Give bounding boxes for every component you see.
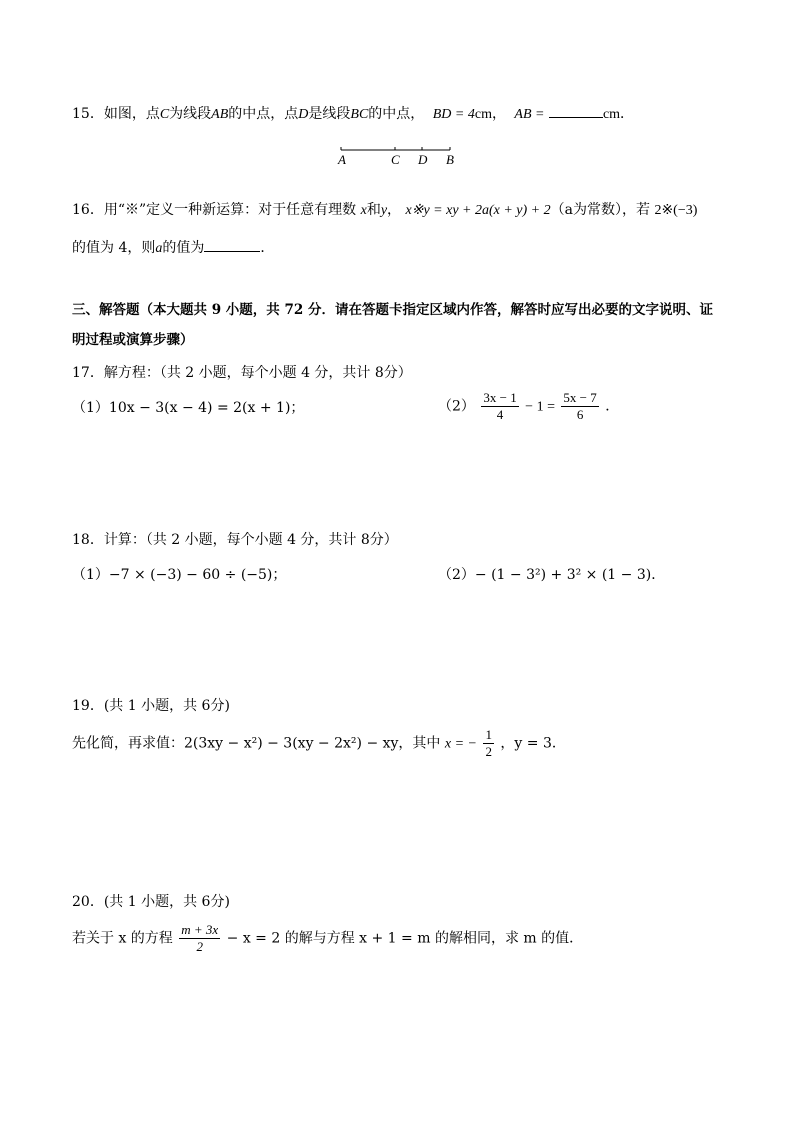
q15-point-d: D	[298, 107, 309, 122]
question-15	[72, 103, 634, 125]
question-16-line-1	[72, 200, 697, 221]
question-16-line-2	[72, 237, 274, 259]
q20-fraction	[179, 922, 220, 955]
q16-end: ．	[260, 240, 275, 256]
q16-text: 用“※”定义一种新运算：对于任意有理数	[103, 202, 357, 218]
q15-text-4: 是线段	[308, 106, 351, 122]
q17-title: 17．解方程：（共 2 小题，每个小题 4 分，共计 8分）	[72, 365, 412, 381]
q17-end: ．	[605, 398, 620, 415]
q16-text-3: 的值为	[162, 240, 205, 256]
q17-middle: − 1 =	[525, 399, 555, 415]
q15-answer-blank[interactable]	[549, 103, 603, 118]
q15-segment-ab: AB	[211, 107, 229, 122]
q18-title: 18．计算：（共 2 小题，每个小题 4 分，共计 8分）	[72, 532, 398, 548]
q18-part-2: （2）− (1 − 3²) + 3² × (1 − 3)．	[438, 567, 666, 583]
q20-body	[72, 922, 583, 955]
q16-var-a: a	[155, 241, 163, 256]
q15-point-c: C	[159, 107, 170, 122]
q16-var-y: y	[380, 203, 388, 218]
label-b: B	[446, 152, 454, 167]
q17-denominator-2: 6	[576, 407, 584, 422]
label-c: C	[391, 152, 400, 167]
q19-body	[72, 727, 566, 760]
q16-answer-blank[interactable]	[204, 237, 260, 252]
q15-text: 如图，点	[103, 106, 160, 122]
q16-number: 16．	[72, 202, 104, 218]
label-d: D	[418, 152, 428, 167]
q15-text-2: 为线段	[169, 106, 212, 122]
q16-expression-2: 2※(−3)	[654, 203, 698, 218]
q17-part-1: （1）10x − 3(x − 4) = 2(x + 1)；	[72, 400, 305, 416]
q19-fraction	[483, 727, 494, 760]
q15-ab-label: AB =	[514, 107, 545, 122]
q20-text-2: − x = 2 的解与方程 x + 1 = m 的解相同，求 m 的值．	[226, 930, 584, 947]
q16-note: （a为常数），若	[550, 202, 650, 218]
label-a: A	[338, 152, 346, 167]
q18-part-1: （1）−7 × (−3) − 60 ÷ (−5)；	[72, 567, 287, 583]
q19-title: 19．(共 1 小题，共 6分)	[72, 698, 230, 714]
q20-numerator: m + 3x	[181, 922, 219, 937]
q15-text-5: 的中点，	[368, 106, 425, 122]
q19-denominator: 2	[485, 744, 492, 759]
q16-var-x: x	[360, 203, 367, 218]
q15-number: 15．	[72, 106, 104, 122]
q17-part-2-label: （2）	[438, 398, 475, 415]
q15-text-3: 的中点，点	[228, 106, 299, 122]
q19-text: 先化简，再求值：2(3xy − x²) − 3(xy − 2x²) − xy，其中	[72, 735, 441, 752]
q19-text-2: ，y = 3．	[500, 735, 566, 752]
section-3-heading: 三、解答题（本大题共 9 小题，共 72 分．请在答题卡指定区域内作答，解答时应写出必要的文字说明、证	[72, 302, 713, 318]
q17-fraction-1	[481, 390, 518, 423]
q20-denominator: 2	[196, 939, 203, 954]
q15-condition: BD = 4	[432, 107, 475, 122]
q17-denominator-1: 4	[496, 407, 504, 422]
q17-part-2	[438, 390, 619, 423]
q17-numerator-1: 3x − 1	[483, 390, 517, 405]
section-3-heading-2: 明过程或演算步骤）	[72, 332, 194, 348]
q16-comma: ，	[387, 202, 402, 218]
q16-expression: x※y = xy + 2a(x + y) + 2	[405, 203, 551, 218]
q20-title: 20．(共 1 小题，共 6分)	[72, 894, 230, 910]
q17-numerator-2: 5x − 7	[563, 390, 597, 405]
q16-and: 和	[366, 202, 381, 218]
q16-text-2: 的值为 4，则	[72, 240, 156, 256]
q15-unit: cm，	[474, 107, 506, 122]
q20-text: 若关于 x 的方程	[72, 930, 173, 947]
q19-x-eq: x = −	[444, 736, 477, 752]
q15-figure	[338, 143, 458, 171]
q15-unit-2: cm．	[602, 107, 635, 122]
q15-segment-bc: BC	[350, 107, 369, 122]
q17-fraction-2	[561, 390, 598, 423]
q19-numerator: 1	[485, 727, 492, 742]
